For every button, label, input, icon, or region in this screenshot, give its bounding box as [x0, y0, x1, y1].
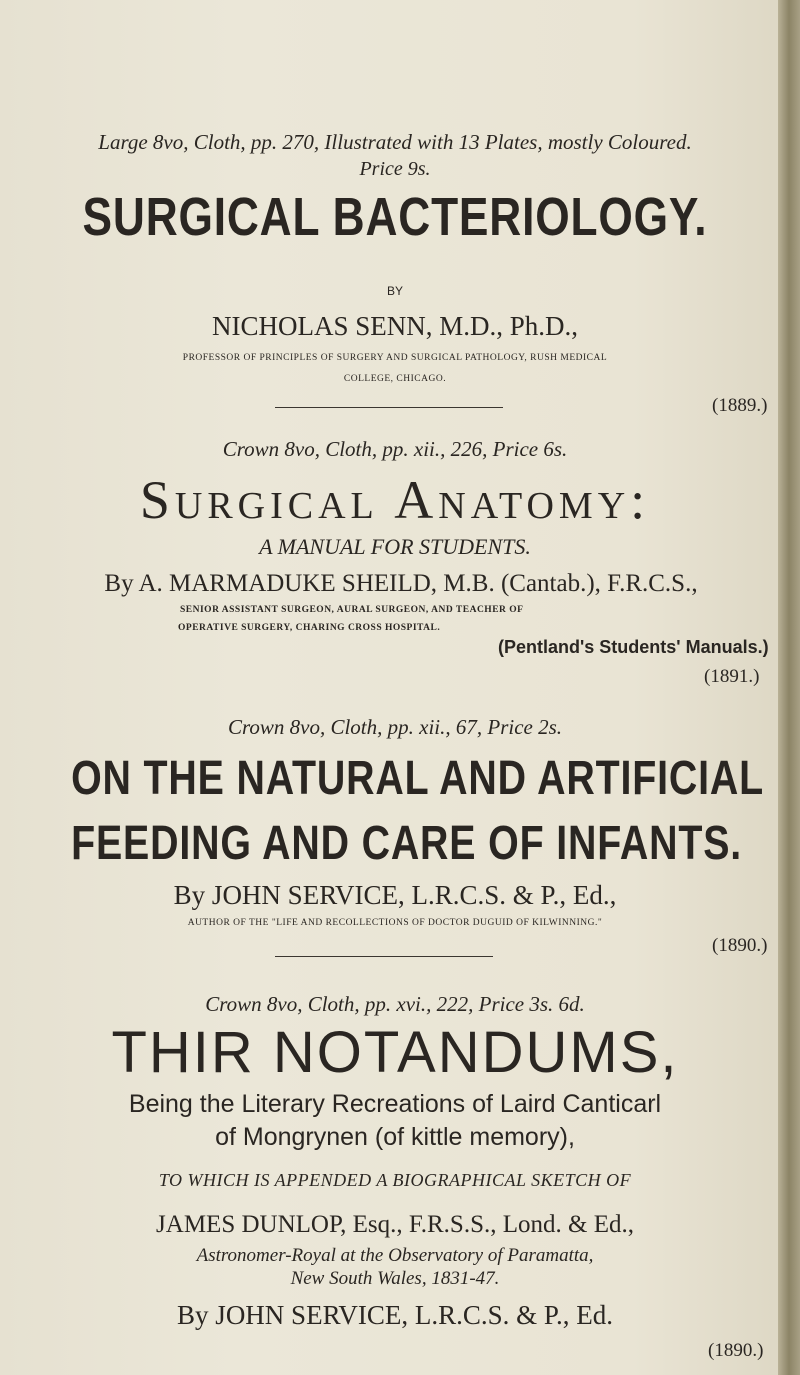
book4-author: By JOHN SERVICE, L.R.C.S. & P., Ed.	[177, 1300, 613, 1330]
book1-affiliation-2: COLLEGE, CHICAGO.	[343, 374, 447, 384]
book3-title-1: ON THE NATURAL AND ARTIFICIAL	[71, 752, 764, 805]
book4-subtitle-2: of Mongrynen (of kittle memory),	[215, 1123, 575, 1151]
book3-author: By JOHN SERVICE, L.R.C.S. & P., Ed.,	[173, 880, 617, 910]
book4-appended: TO WHICH IS APPENDED A BIOGRAPHICAL SKETCH OF	[158, 1170, 632, 1190]
book4-title: THIR NOTANDUMS,	[111, 1020, 679, 1085]
book1-by: BY	[386, 284, 403, 298]
book3-title-2: FEEDING AND CARE OF INFANTS.	[71, 817, 743, 870]
book1-affiliation-1: PROFESSOR OF PRINCIPLES OF SURGERY AND SURGICAL PATHOLOGY, RUSH MEDICAL	[182, 353, 608, 363]
book2-format: Crown 8vo, Cloth, pp. xii., 226, Price 6s.	[222, 437, 568, 461]
book2-affiliation-2: OPERATIVE SURGERY, CHARING CROSS HOSPITAL.	[178, 623, 441, 633]
book3-year: (1890.)	[712, 935, 768, 956]
book2-year: (1891.)	[704, 666, 760, 687]
book4-subject-note-2: New South Wales, 1831-47.	[290, 1268, 500, 1289]
book1-price: Price 9s.	[359, 158, 431, 180]
book1-year: (1889.)	[712, 395, 768, 416]
book4-subject-note-1: Astronomer-Royal at the Observatory of Paramatta,	[196, 1245, 594, 1266]
book2-series: (Pentland's Students' Manuals.)	[498, 637, 769, 657]
book2-title: Surgical Anatomy:	[139, 470, 651, 530]
divider-1	[275, 407, 503, 408]
book2-author: By A. MARMADUKE SHEILD, M.B. (Cantab.), F.R.C.S.,	[104, 570, 698, 597]
book3-format: Crown 8vo, Cloth, pp. xii., 67, Price 2s.	[227, 715, 563, 739]
book4-format: Crown 8vo, Cloth, pp. xvi., 222, Price 3s. 6d.	[205, 992, 585, 1016]
page-edge-shadow	[778, 0, 800, 1375]
book4-subject: JAMES DUNLOP, Esq., F.R.S.S., Lond. & Ed.,	[156, 1211, 634, 1238]
book1-format: Large 8vo, Cloth, pp. 270, Illustrated with 13 Plates, mostly Coloured.	[98, 130, 692, 154]
book3-author-note: AUTHOR OF THE "LIFE AND RECOLLECTIONS OF DOCTOR DUGUID OF KILWINNING."	[187, 918, 603, 928]
book1-title: SURGICAL BACTERIOLOGY.	[82, 187, 708, 247]
book4-year: (1890.)	[708, 1340, 764, 1361]
book4-subtitle-1: Being the Literary Recreations of Laird Canticarl	[128, 1090, 662, 1118]
divider-2	[275, 956, 493, 957]
book2-affiliation-1: SENIOR ASSISTANT SURGEON, AURAL SURGEON, AND TEACHER OF	[180, 605, 524, 615]
book1-author: NICHOLAS SENN, M.D., Ph.D.,	[211, 311, 579, 341]
book2-subtitle: A MANUAL FOR STUDENTS.	[259, 534, 531, 559]
